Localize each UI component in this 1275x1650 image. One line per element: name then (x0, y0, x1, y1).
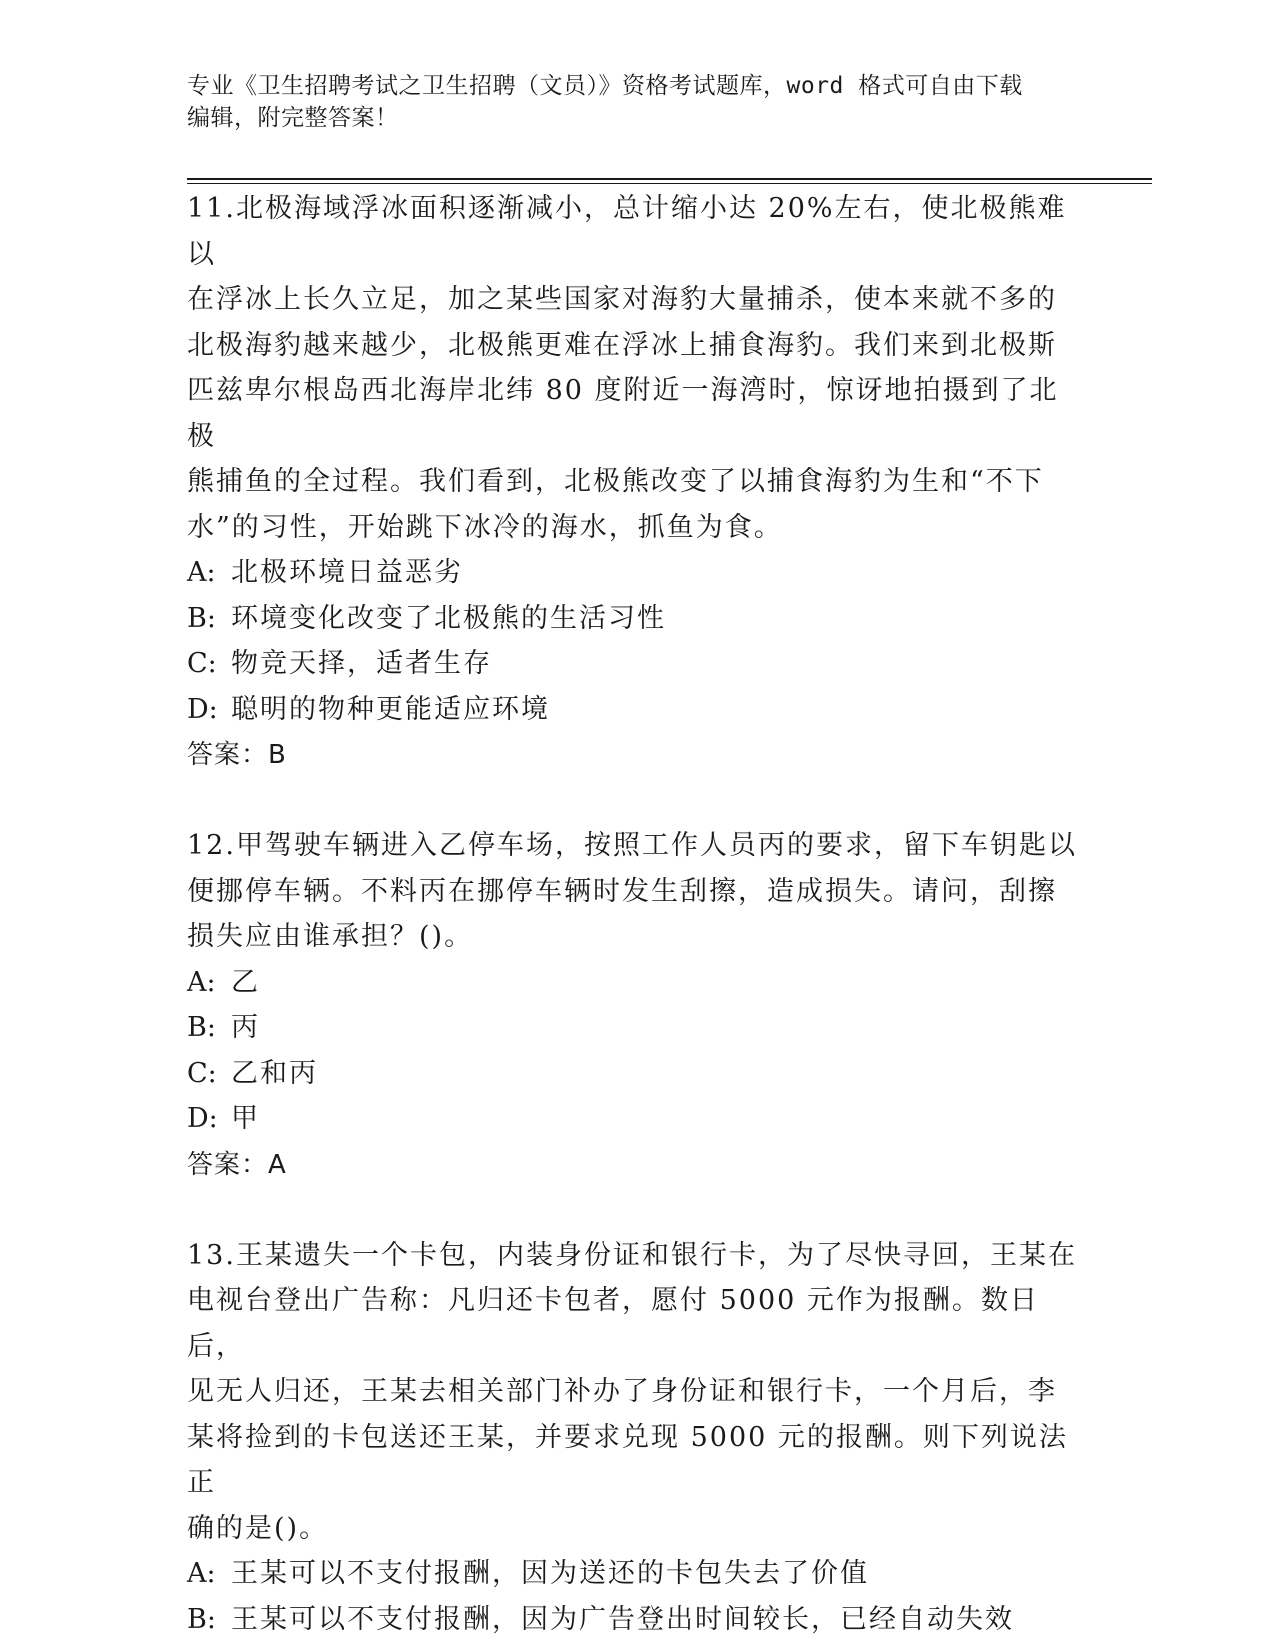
stem-line: 电视台登出广告称：凡归还卡包者，愿付 5000 元作为报酬。数日后， (187, 1285, 1039, 1362)
option-text: 甲 (231, 1103, 260, 1134)
option-text: 聪明的物种更能适应环境 (231, 693, 550, 725)
option-letter: A: (187, 966, 216, 998)
option-text: 乙 (231, 966, 260, 998)
question-stem (187, 1233, 1077, 1552)
option-b (187, 1597, 1077, 1643)
option-letter: D: (187, 1103, 218, 1134)
option-text: 物竞天择，适者生存 (231, 648, 492, 679)
stem-line: 损失应由谁承担？()。 (187, 921, 474, 952)
option-text: 乙和丙 (231, 1057, 318, 1089)
option-letter: B: (187, 1012, 216, 1043)
option-a (187, 960, 1077, 1006)
option-c (187, 1051, 1077, 1097)
stem-line: 12.甲驾驶车辆进入乙停车场，按照工作人员丙的要求，留下车钥匙以 (187, 830, 1077, 861)
option-text: 王某可以不支付报酬，因为送还的卡包失去了价值 (231, 1558, 869, 1589)
question-list (187, 186, 1077, 1642)
stem-line: 水”的习性，开始跳下冰冷的海水，抓鱼为食。 (187, 511, 783, 543)
stem-line: 便挪停车辆。不料丙在挪停车辆时发生刮擦，造成损失。请问，刮擦 (187, 875, 1057, 907)
stem-line: 匹兹卑尔根岛西北海岸北纬 80 度附近一海湾时，惊讶地拍摄到了北极 (187, 375, 1059, 452)
header-line: 专业《卫生招聘考试之卫生招聘（文员）》资格考试题库，word 格式可自由下载 (187, 73, 1023, 99)
option-letter: C: (187, 1057, 217, 1089)
stem-line: 某将捡到的卡包送还王某，并要求兑现 5000 元的报酬。则下列说法正 (187, 1421, 1068, 1498)
option-d (187, 687, 1077, 733)
document-header (187, 70, 1067, 134)
stem-line: 13.王某遗失一个卡包，内装身份证和银行卡，为了尽快寻回，王某在 (187, 1239, 1077, 1271)
question-stem (187, 186, 1077, 550)
option-text: 王某可以不支付报酬，因为广告登出时间较长，已经自动失效 (231, 1603, 1014, 1635)
question-12 (187, 823, 1077, 1188)
header-divider (187, 178, 1152, 180)
option-letter: A: (187, 557, 216, 588)
header-divider-thin (187, 183, 1152, 184)
option-letter: D: (187, 693, 218, 725)
answer-line: 答案：A (187, 1149, 287, 1180)
option-c (187, 641, 1077, 687)
stem-line: 熊捕鱼的全过程。我们看到，北极熊改变了以捕食海豹为生和“不下 (187, 466, 1044, 497)
option-b (187, 596, 1077, 642)
option-text: 丙 (231, 1012, 260, 1043)
option-a (187, 1551, 1077, 1597)
stem-line: 北极海豹越来越少，北极熊更难在浮冰上捕食海豹。我们来到北极斯 (187, 329, 1057, 361)
answer-line: 答案：B (187, 740, 287, 770)
option-text: 环境变化改变了北极熊的生活习性 (231, 602, 666, 634)
stem-line: 11.北极海域浮冰面积逐渐减小，总计缩小达 20%左右，使北极熊难以 (187, 193, 1067, 270)
question-11 (187, 186, 1077, 778)
stem-line: 确的是()。 (187, 1512, 329, 1544)
option-text: 北极环境日益恶劣 (231, 557, 463, 588)
option-letter: A: (187, 1558, 216, 1589)
option-b (187, 1005, 1077, 1051)
option-d (187, 1096, 1077, 1142)
option-letter: B: (187, 602, 216, 634)
stem-line: 在浮冰上长久立足，加之某些国家对海豹大量捕杀，使本来就不多的 (187, 284, 1057, 315)
stem-line: 见无人归还，王某去相关部门补办了身份证和银行卡，一个月后，李 (187, 1376, 1057, 1407)
option-letter: C: (187, 648, 217, 679)
question-13 (187, 1233, 1077, 1643)
option-a (187, 550, 1077, 596)
option-letter: B: (187, 1603, 216, 1635)
header-line: 编辑，附完整答案！ (187, 105, 399, 131)
question-stem (187, 823, 1077, 960)
